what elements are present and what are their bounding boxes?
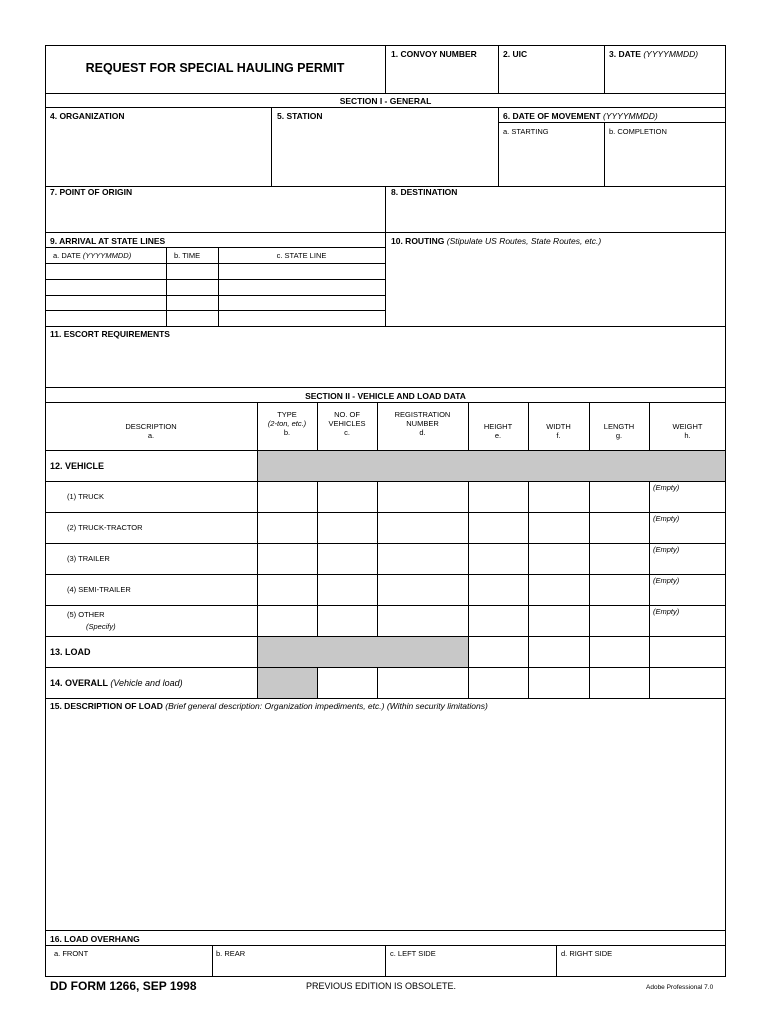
- input-uic[interactable]: [499, 60, 604, 93]
- col-length-header: LENGTH g.: [603, 422, 635, 440]
- point-of-origin-label: 7. POINT OF ORIGIN: [50, 187, 133, 197]
- arrival-state-line-label: c. STATE LINE: [276, 251, 327, 260]
- col-type-header: TYPE (2-ton, etc.) b.: [267, 410, 307, 437]
- arrival-label: 9. ARRIVAL AT STATE LINES: [50, 236, 166, 246]
- escort-label: 11. ESCORT REQUIREMENTS: [50, 329, 170, 339]
- input-arrival-row[interactable]: [46, 264, 385, 326]
- starting-label: a. STARTING: [503, 127, 549, 136]
- shaded-cell: [258, 451, 725, 481]
- input-date[interactable]: [605, 60, 725, 93]
- overall-label: 14. OVERALL (Vehicle and load): [50, 678, 183, 688]
- arrival-time-label: b. TIME: [174, 251, 201, 260]
- convoy-number-label: 1. CONVOY NUMBER: [391, 49, 477, 59]
- input-station[interactable]: [272, 122, 498, 186]
- form-number: DD FORM 1266, SEP 1998: [50, 979, 197, 993]
- input-starting-date[interactable]: [499, 138, 604, 186]
- input-overhang-front[interactable]: [46, 960, 212, 976]
- uic-label: 2. UIC: [503, 49, 528, 59]
- input-description-of-load[interactable]: [46, 713, 725, 930]
- input-routing[interactable]: [386, 248, 725, 326]
- destination-label: 8. DESTINATION: [391, 187, 458, 197]
- section-ii-heading: SECTION II - VEHICLE AND LOAD DATA: [305, 391, 466, 401]
- input-overhang-rear[interactable]: [213, 960, 385, 976]
- input-convoy-number[interactable]: [386, 60, 498, 93]
- previous-edition-note: PREVIOUS EDITION IS OBSOLETE.: [306, 981, 457, 991]
- completion-label: b. COMPLETION: [609, 127, 667, 136]
- row-label-trailer: (3) TRAILER: [67, 554, 110, 563]
- input-overhang-right[interactable]: [557, 960, 725, 976]
- input-completion-date[interactable]: [605, 138, 725, 186]
- software-note: Adobe Professional 7.0: [646, 984, 714, 991]
- organization-label: 4. ORGANIZATION: [50, 111, 125, 121]
- row-label-truck-tractor: (2) TRUCK-TRACTOR: [67, 523, 143, 532]
- col-weight-header: WEIGHT h.: [672, 422, 703, 440]
- col-description-header: DESCRIPTION a.: [125, 422, 177, 440]
- routing-label: 10. ROUTING (Stipulate US Routes, State Routes, etc.): [391, 236, 602, 246]
- overhang-front-label: a. FRONT: [54, 949, 89, 958]
- vehicle-data-inputs[interactable]: [258, 482, 725, 698]
- load-label: 13. LOAD: [50, 647, 91, 657]
- input-point-of-origin[interactable]: [46, 198, 385, 232]
- row-label-semi-trailer: (4) SEMI-TRAILER: [67, 585, 131, 594]
- overhang-right-label: d. RIGHT SIDE: [561, 949, 613, 958]
- weight-empty-note: (Empty): [653, 607, 680, 616]
- input-organization[interactable]: [46, 122, 271, 186]
- row-sublabel-specify: (Specify): [86, 622, 116, 631]
- col-width-header: WIDTH f.: [546, 422, 571, 440]
- load-overhang-label: 16. LOAD OVERHANG: [50, 934, 140, 944]
- weight-empty-note: (Empty): [653, 514, 680, 523]
- arrival-date-label: a. DATE (YYYYMMDD): [53, 251, 132, 260]
- input-destination[interactable]: [386, 198, 725, 232]
- form-title: REQUEST FOR SPECIAL HAULING PERMIT: [85, 61, 345, 75]
- input-escort[interactable]: [46, 341, 725, 387]
- weight-empty-note: (Empty): [653, 483, 680, 492]
- description-of-load-label: 15. DESCRIPTION OF LOAD (Brief general description: Organization impediments, etc.) (Within security limitations): [50, 701, 488, 711]
- col-registration-header: REGISTRATION NUMBER d.: [394, 410, 451, 437]
- section-i-heading: SECTION I - GENERAL: [339, 96, 432, 106]
- weight-empty-note: (Empty): [653, 576, 680, 585]
- date-of-movement-label: 6. DATE OF MOVEMENT (YYYYMMDD): [503, 111, 658, 121]
- date-label: 3. DATE (YYYYMMDD): [609, 49, 699, 59]
- overhang-left-label: c. LEFT SIDE: [390, 949, 436, 958]
- vehicle-label: 12. VEHICLE: [50, 461, 105, 471]
- station-label: 5. STATION: [277, 111, 323, 121]
- row-label-truck: (1) TRUCK: [67, 492, 104, 501]
- row-label-other: (5) OTHER: [67, 610, 105, 619]
- input-overhang-left[interactable]: [386, 960, 556, 976]
- col-height-header: HEIGHT e.: [483, 422, 513, 440]
- overhang-rear-label: b. REAR: [216, 949, 246, 958]
- col-no-vehicles-header: NO. OF VEHICLES c.: [328, 410, 366, 437]
- weight-empty-note: (Empty): [653, 545, 680, 554]
